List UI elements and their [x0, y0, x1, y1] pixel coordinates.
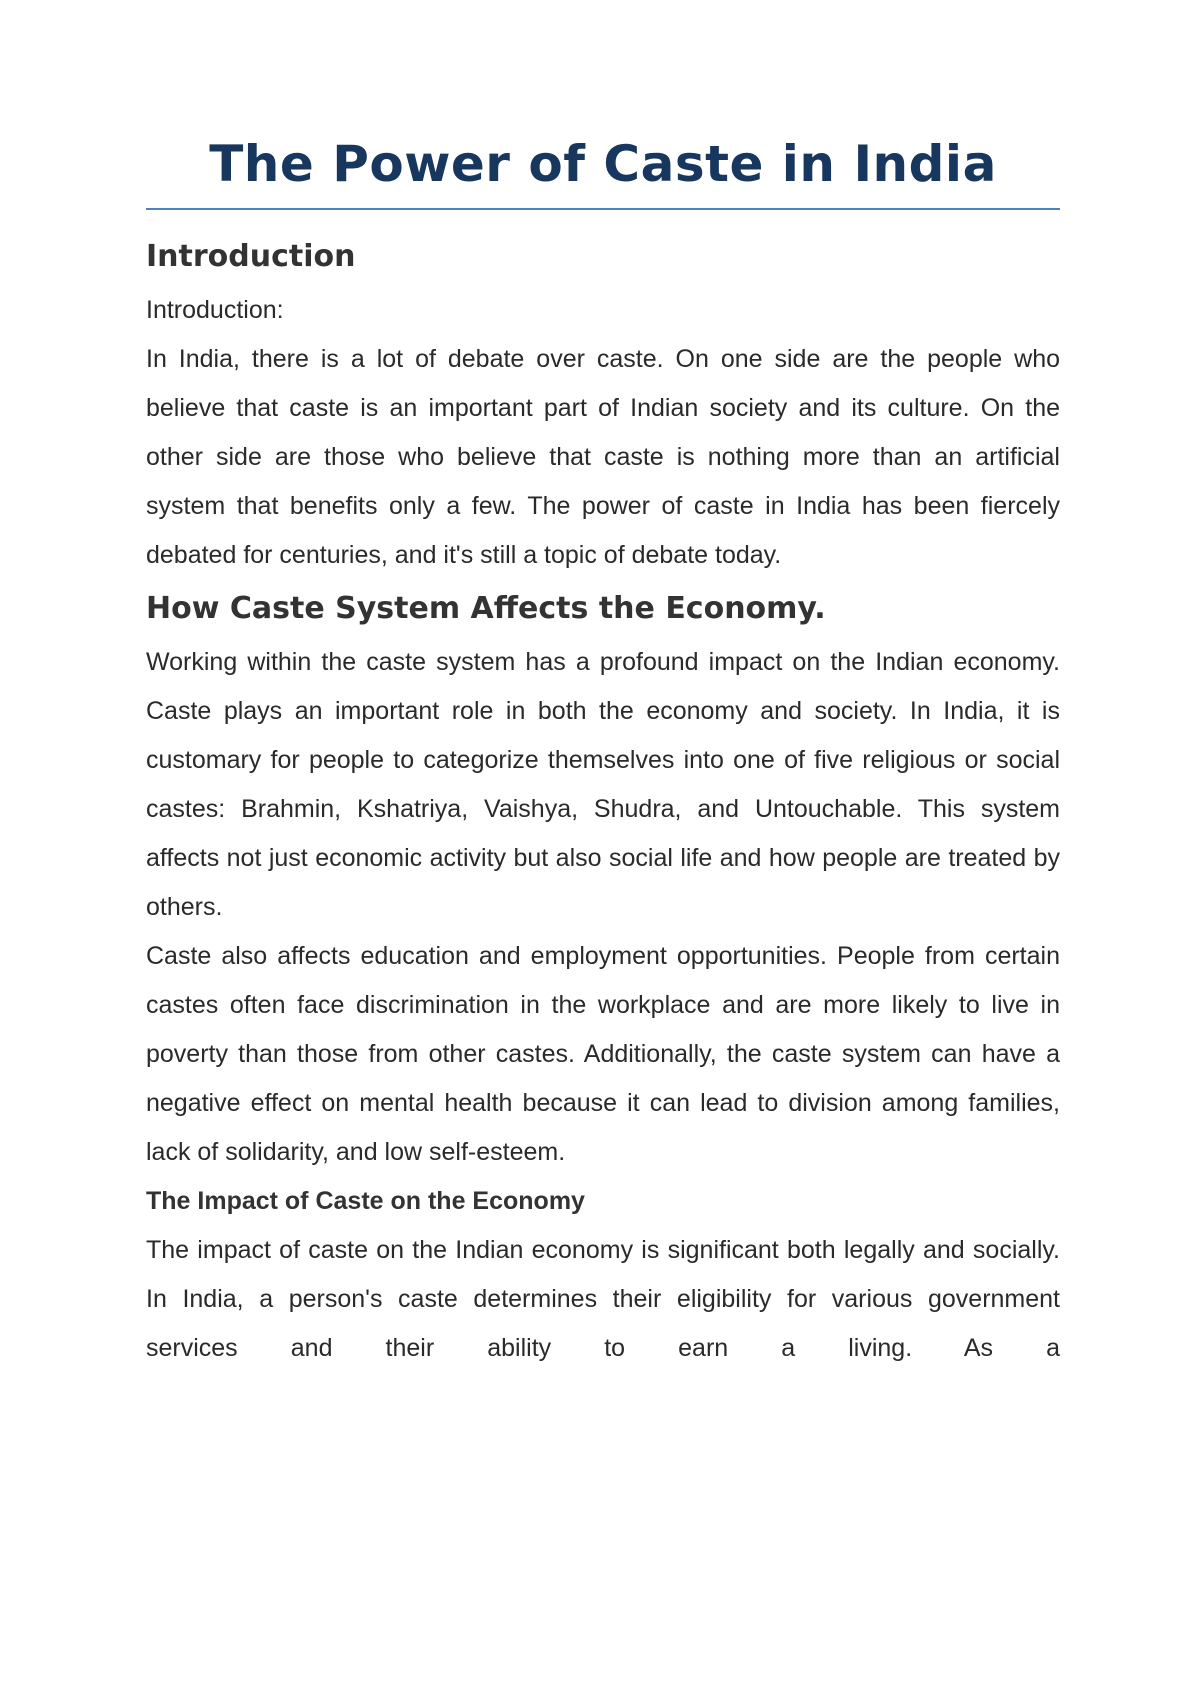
- title-divider: [146, 208, 1060, 210]
- economy-paragraph-1: Working within the caste system has a profound impact on the Indian economy. Caste plays an important role in both the economy and society. In India, it is customary for people to categorize themselves into one of five religious or social castes: Brahmin, Kshatriya, Vaishya, Shudra, and Untouchable. This system affects not just economic activity but also social life and how people are treated by others.: [146, 648, 1060, 921]
- economy-paragraph-2: Caste also affects education and employment opportunities. People from certain castes often face discrimination in the workplace and are more likely to live in poverty than those from other castes. Additionally, the caste system can have a negative effect on mental health because it can lead to division among families, lack of solidarity, and low self-esteem.: [146, 942, 1060, 1166]
- introduction-heading: Introduction: [146, 239, 356, 274]
- document-page: [146, 130, 1060, 1373]
- economy-section: [146, 588, 1060, 1177]
- introduction-paragraph: In India, there is a lot of debate over caste. On one side are the people who believe that caste is an important part of Indian society and its culture. On the other side are those who believe that caste is nothing more than an artificial system that benefits only a few. The power of caste in India has been fiercely debated for centuries, and it's still a topic of debate today.: [146, 345, 1060, 569]
- introduction-section: [146, 236, 1060, 580]
- impact-section: [146, 1177, 1060, 1373]
- introduction-label: Introduction:: [146, 296, 284, 324]
- impact-heading: The Impact of Caste on the Economy: [146, 1187, 585, 1215]
- document-title: The Power of Caste in India: [209, 135, 997, 193]
- economy-heading: How Caste System Affects the Economy.: [146, 591, 826, 626]
- impact-paragraph: The impact of caste on the Indian economy is significant both legally and socially. In India, a person's caste determines their eligibility for various government services and their ability to earn a living. As a: [146, 1236, 1060, 1362]
